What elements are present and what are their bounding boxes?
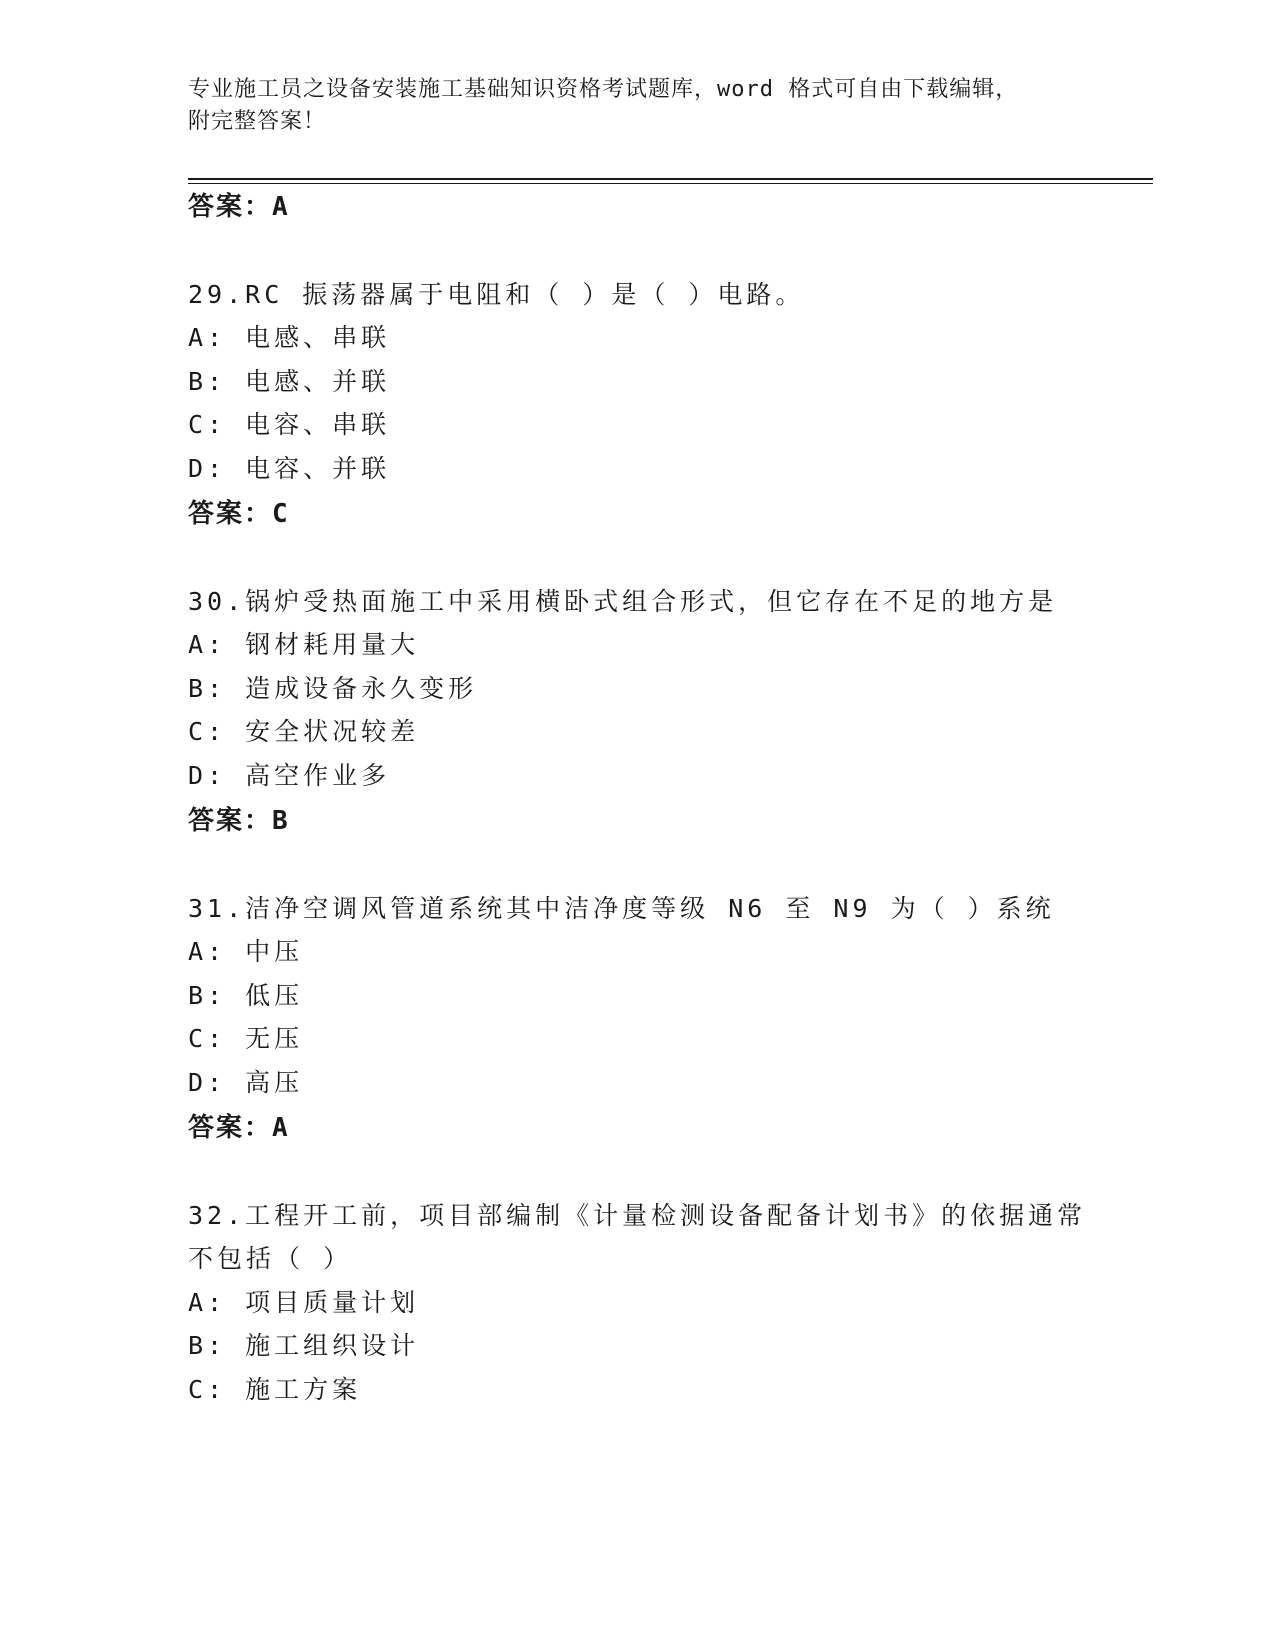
q29-question: 29.RC 振荡器属于电阻和（ ）是（ ）电路。 (188, 280, 805, 309)
q32-question-line-2: 不包括（ ） (188, 1244, 353, 1273)
q32-question-line-1: 32.工程开工前，项目部编制《计量检测设备配备计划书》的依据通常 (188, 1201, 1087, 1230)
q31-option-a: A: 中压 (188, 937, 304, 966)
header-rule-thin (188, 183, 1153, 184)
answer-prev: 答案：A (188, 192, 290, 222)
q30-option-c: C: 安全状况较差 (188, 717, 420, 746)
document-header (188, 74, 1088, 138)
q29-option-c: C: 电容、串联 (188, 410, 391, 439)
header-line-1: 专业施工员之设备安装施工基础知识资格考试题库，word 格式可自由下载编辑， (188, 77, 1019, 102)
q30-answer: 答案：B (188, 806, 290, 836)
header-rule-thick (188, 178, 1153, 180)
q31-answer: 答案：A (188, 1113, 290, 1143)
q31-question: 31.洁净空调风管道系统其中洁净度等级 N6 至 N9 为（ ）系统 (188, 894, 1055, 923)
q29-option-d: D: 电容、并联 (188, 454, 391, 483)
q32-option-c: C: 施工方案 (188, 1375, 362, 1404)
q32-option-a: A: 项目质量计划 (188, 1288, 420, 1317)
header-line-2: 附完整答案！ (188, 109, 327, 134)
q29-answer: 答案：C (188, 499, 290, 529)
q29-option-a: A: 电感、串联 (188, 323, 391, 352)
q31-option-d: D: 高压 (188, 1068, 304, 1097)
q31-option-c: C: 无压 (188, 1024, 304, 1053)
q30-option-b: B: 造成设备永久变形 (188, 674, 478, 703)
q31-option-b: B: 低压 (188, 981, 304, 1010)
q30-option-a: A: 钢材耗用量大 (188, 630, 420, 659)
q30-question: 30.锅炉受热面施工中采用横卧式组合形式，但它存在不足的地方是 (188, 587, 1058, 616)
q30-option-d: D: 高空作业多 (188, 761, 391, 790)
q32-option-b: B: 施工组织设计 (188, 1331, 420, 1360)
q29-option-b: B: 电感、并联 (188, 367, 391, 396)
